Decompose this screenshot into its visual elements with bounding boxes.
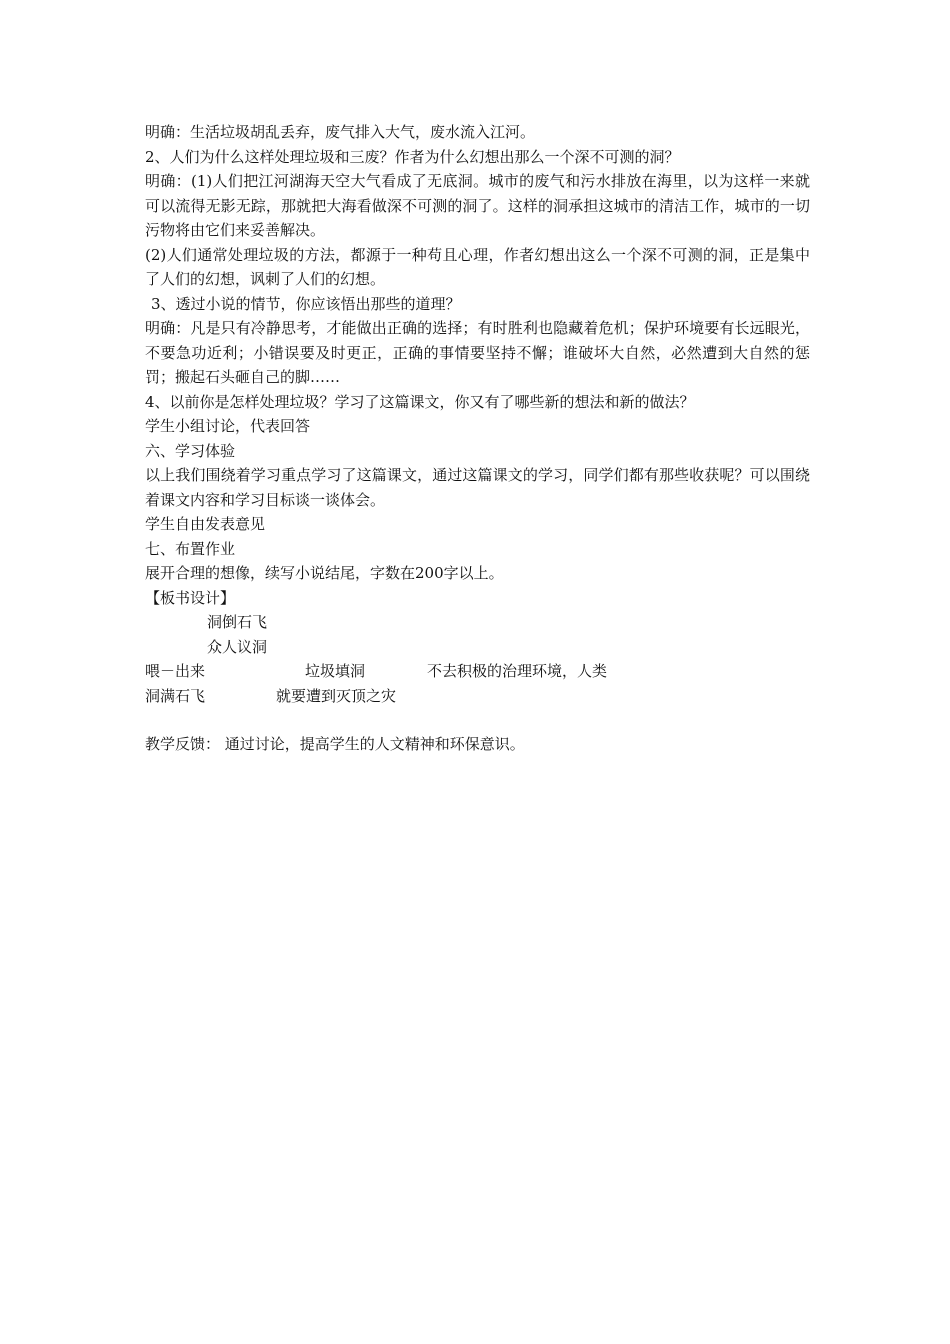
paragraph-learning-experience: 以上我们围绕着学习重点学习了这篇课文，通过这篇课文的学习，同学们都有那些收获呢？可以围绕着课文内容和学习目标谈一谈体会。: [145, 466, 810, 509]
teaching-feedback: 教学反馈： 通过讨论，提高学生的人文精神和环保意识。: [145, 735, 525, 753]
paragraph-answer-3: 明确：凡是只有冷静思考，才能做出正确的选择；有时胜利也隐藏着危机；保护环境要有长远眼光，不要急功近利；小错误要及时更正，正确的事情要坚持不懈；谁破坏大自然，必然遭到大自然的惩罚；搬起石头砸自己的脚……: [145, 319, 810, 386]
board-row-3-col-3: 不去积极的治理环境，人类: [427, 662, 608, 680]
paragraph-answer-1: 明确：生活垃圾胡乱丢弃，废气排入大气，废水流入江河。: [145, 123, 536, 141]
paragraph-question-4: 4、以前你是怎样处理垃圾？学习了这篇课文，你又有了哪些新的想法和新的做法？: [145, 392, 695, 411]
paragraph-homework: 展开合理的想像，续写小说结尾，字数在200字以上。: [145, 564, 504, 582]
board-row-3-col-1: 喂－出来: [145, 662, 206, 680]
paragraph-answer-2-part-1: 明确：(1)人们把江河湖海天空大气看成了无底洞。城市的废气和污水排放在海里，以为这样一来就可以流得无影无踪，那就把大海看做深不可测的洞了。这样的洞承担这城市的清洁工作，城市的一切污物将由它们来妥善解决。: [145, 172, 810, 239]
board-row-3: [145, 659, 810, 684]
paragraph-free-opinion: 学生自由发表意见: [145, 515, 266, 533]
paragraph-question-3: 3、透过小说的情节，你应该悟出那些的道理？: [151, 294, 461, 313]
board-line-1: 洞倒石飞: [207, 613, 268, 631]
board-row-3-col-2: 垃圾填洞: [305, 662, 366, 680]
board-row-4: [145, 684, 810, 709]
board-line-2: 众人议洞: [207, 637, 268, 656]
paragraph-question-2: 2、人们为什么这样处理垃圾和三废？作者为什么幻想出那么一个深不可测的洞？: [145, 147, 680, 166]
board-row-4-col-1: 洞满石飞: [145, 686, 206, 705]
section-heading-learning-experience: 六、学习体验: [145, 441, 236, 460]
board-design-heading: 【板书设计】: [145, 588, 236, 607]
section-heading-homework: 七、布置作业: [145, 539, 236, 558]
board-design: [145, 586, 810, 709]
paragraph-group-discussion: 学生小组讨论，代表回答: [145, 417, 311, 435]
paragraph-answer-2-part-2: (2)人们通常处理垃圾的方法，都源于一种苟且心理，作者幻想出这么一个深不可测的洞，正是集中了人们的幻想，讽刺了人们的幻想。: [145, 245, 810, 288]
document-body: [145, 120, 810, 757]
board-row-4-col-2: 就要遭到灭顶之灾: [276, 686, 397, 705]
